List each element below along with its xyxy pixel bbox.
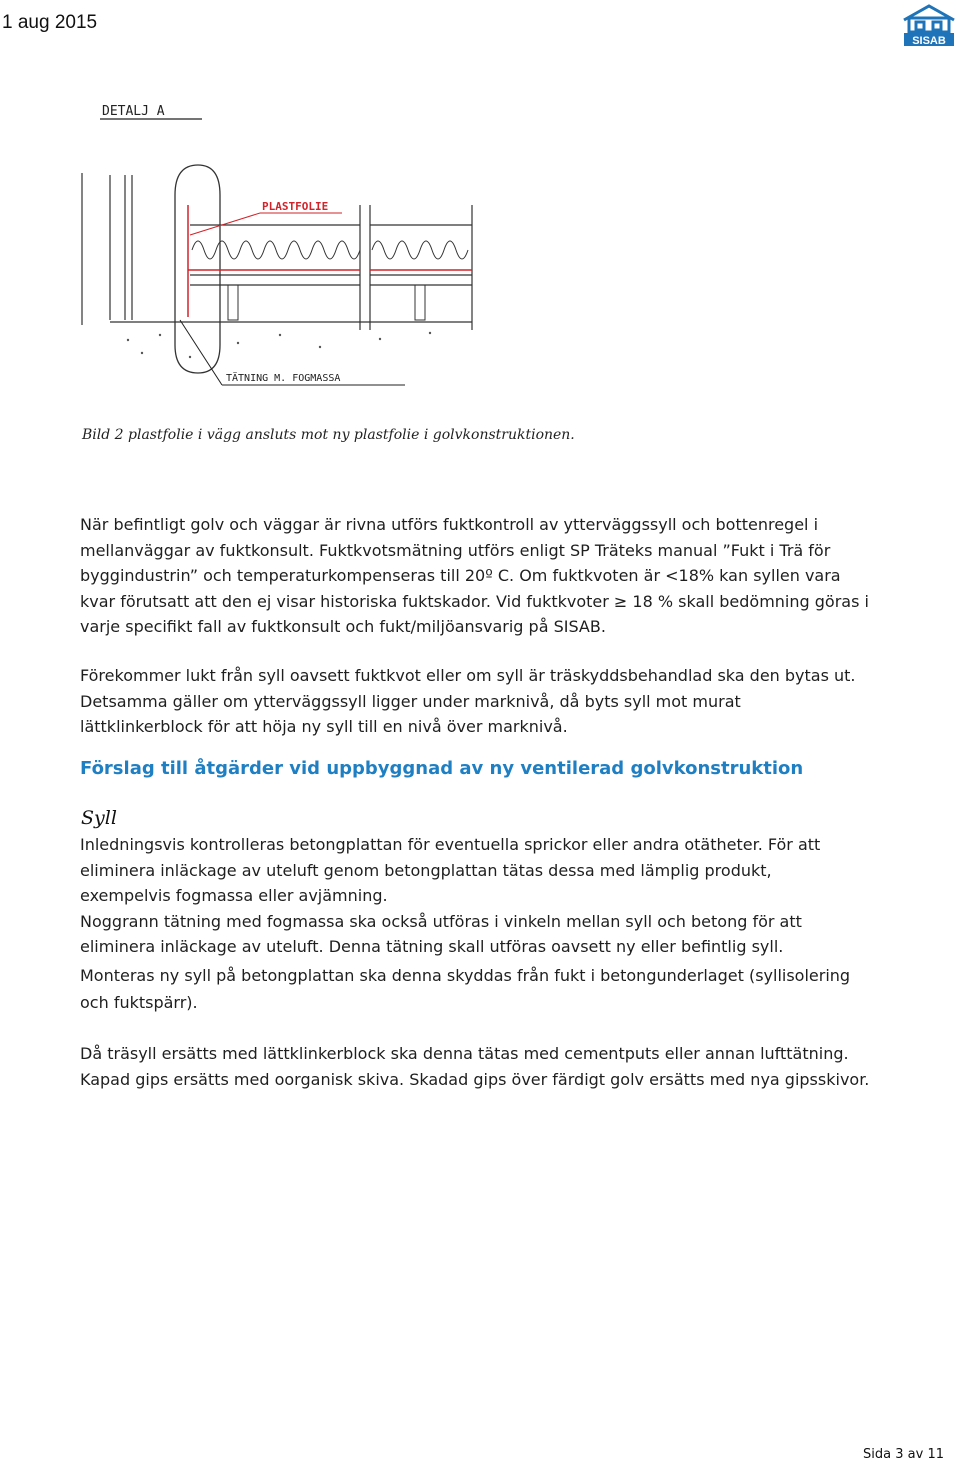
header-date: 1 aug 2015 — [2, 12, 98, 33]
paragraph-lightweight-block: Då träsyll ersätts med lättklinkerblock ska denna tätas med cementputs eller annan lufttätning. Kapad gips ersätts med oorganisk skiva. Skadad gips över färdigt golv ersätts med nya gipsskivor. — [80, 1044, 870, 1089]
page-number: Sida 3 av 11 — [863, 1447, 944, 1462]
detail-drawing — [80, 95, 475, 395]
logo-text: SISAB — [912, 35, 946, 47]
paragraph-new-sill: Monteras ny syll på betongplattan ska denna skyddas från fukt i betongunderlaget (syllisolering och fuktspärr). — [80, 966, 851, 1012]
paragraph-sealing: Inledningsvis kontrolleras betongplattan för eventuella sprickor eller andra otätheter. För att eliminera inläckage av uteluft genom betongplattan tätas dessa med lämplig produkt, exempelvis fogmassa eller avjämning. Noggrann tätning med fogmassa ska också utföras i vinkeln mellan syll och betong för att eliminera inläckage av uteluft. Denna tätning skall utföras oavsett ny eller befintlig syll. — [80, 835, 821, 956]
figure-caption: Bild 2 plastfolie i vägg ansluts mot ny plastfolie i golvkonstruktionen. — [82, 427, 575, 443]
paragraph-odor: Förekommer lukt från syll oavsett fuktkvot eller om syll är träskyddsbehandlad ska den bytas ut. Detsamma gäller om ytterväggssyll ligger under marknivå, då byts syll mot murat lättklinkerblock för att höja ny syll till en nivå över marknivå. — [80, 666, 856, 736]
paragraph-moisture-check: När befintligt golv och väggar är rivna utförs fuktkontroll av ytterväggssyll och bottenregel i mellanväggar av fuktkonsult. Fuktkvotsmätning utförs enligt SP Träteks manual ”Fukt i Trä för byggindustrin” och temperaturkompenseras till 20º C. Om fuktkvoten är <18% kan syllen vara kvar förutsatt att den ej visar historiska fuktskador. Vid fuktkvoter ≥ 18 % skall bedömning göras i varje specifikt fall av fuktkonsult och fukt/miljöansvarig på SISAB. — [80, 515, 869, 636]
tatning-label: TÄTNING M. FOGMASSA — [226, 373, 341, 384]
subheading-syll: Syll — [81, 807, 117, 829]
plastfolie-label: PLASTFOLIE — [262, 200, 329, 213]
section-heading: Förslag till åtgärder vid uppbyggnad av ny ventilerad golvkonstruktion — [80, 758, 804, 779]
detail-label: DETALJ A — [102, 104, 165, 119]
sisab-logo — [900, 2, 958, 48]
